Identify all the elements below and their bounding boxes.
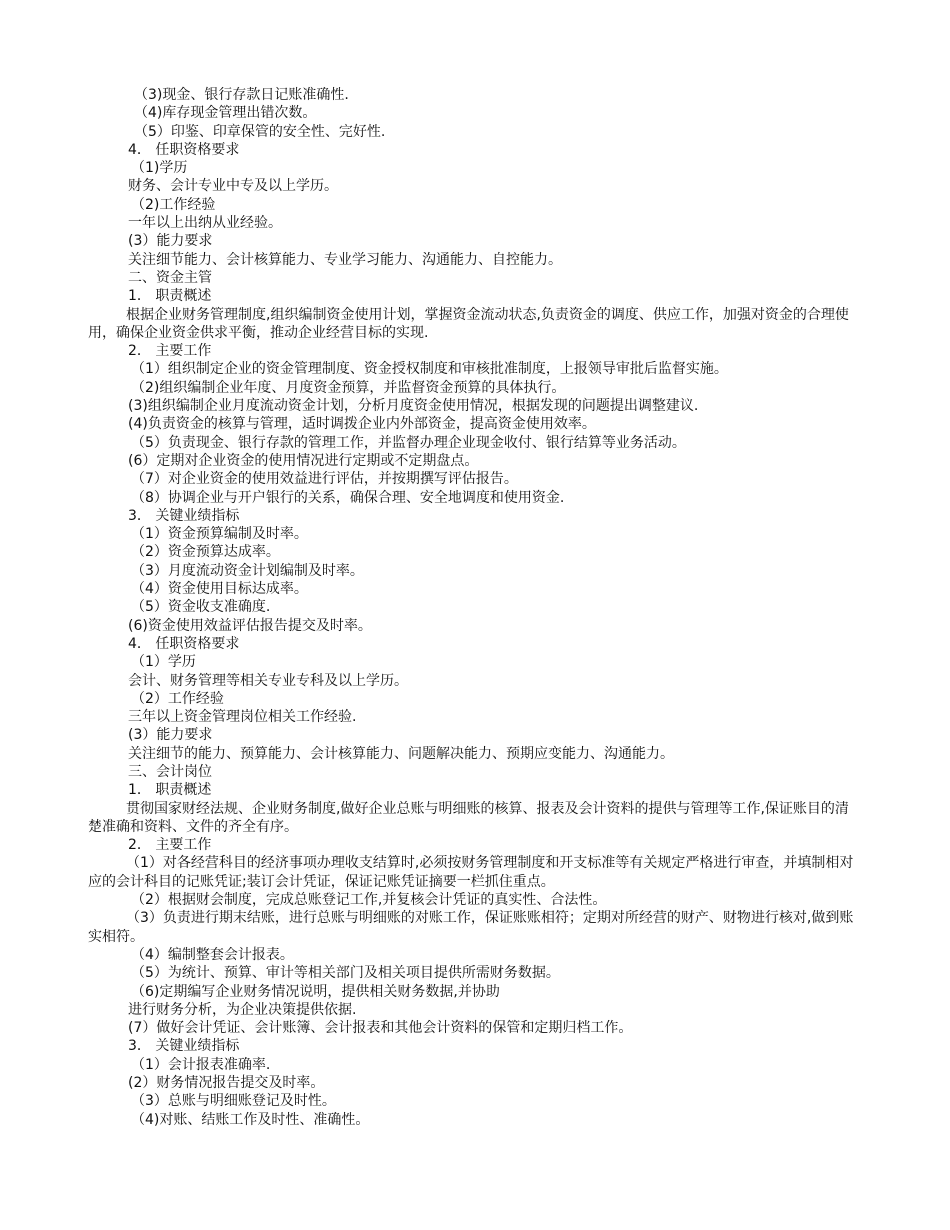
text-line: （7）对企业资金的使用效益进行评估，并按期撰写评估报告。 [131,471,518,488]
text-line: (4)负责资金的核算与管理，适时调拨企业内外部资金，提高资金使用效率。 [128,416,596,433]
text-line: （4)库存现金管理出错次数。 [134,105,317,122]
paragraph: （1）对各经营科目的经济事项办理收支结算时,必须按财务管理制度和开支标准等有关规定严格进行审查，并填制相对应的会计科目的记账凭证;装订会计凭证，保证记账凭证摘要一栏抓住重点。 [88,855,854,890]
text-line: （8）协调企业与开户银行的关系，确保合理、安全地调度和使用资金. [131,489,565,506]
text-line: （4）资金使用目标达成率。 [131,581,308,598]
text-line: 一年以上出纳从业经验。 [128,215,282,232]
text-line: 2． 主要工作 [128,343,212,360]
text-line: （5）为统计、预算、审计等相关部门及相关项目提供所需财务数据。 [131,965,560,982]
text-line: (3）能力要求 [128,727,213,744]
text-line: (3)组织编制企业月度流动资金计划，分析月度资金使用情况，根据发现的问题提出调整建议. [128,398,699,415]
text-line: 三、会计岗位 [128,763,212,780]
text-line: （2）根据财会制度，完成总账登记工作,并复核会计凭证的真实性、合法性。 [131,892,607,909]
text-line: （5）负责现金、银行存款的管理工作，并监督办理企业现金收付、银行结算等业务活动。 [131,434,686,451]
text-line: （4）编制整套会计报表。 [131,946,294,963]
text-line: 1． 职责概述 [128,288,212,305]
text-line: （1）会计报表准确率. [131,1056,271,1073]
text-line: （2)组织编制企业年度、月度资金预算，并监督资金预算的具体执行。 [131,379,566,396]
text-line: 关注细节的能力、预算能力、会计核算能力、问题解决能力、预期应变能力、沟通能力。 [128,745,674,762]
text-line: (3）能力要求 [128,233,213,250]
text-line: 3． 关键业绩指标 [128,1038,240,1055]
text-line: 4． 任职资格要求 [128,635,240,652]
text-line: 二、资金主管 [128,269,212,286]
text-line: （2）工作经验 [131,690,224,707]
text-line: （5）印鉴、印章保管的安全性、完好性. [134,123,386,140]
text-line: (2）财务情况报告提交及时率。 [128,1075,325,1092]
text-line: （3)现金、银行存款日记账准确性. [134,87,349,103]
text-line: （5）资金收支准确度. [131,599,271,616]
text-line: 4． 任职资格要求 [128,141,240,158]
text-line: （1)学历 [131,160,188,177]
text-line: 三年以上资金管理岗位相关工作经验. [128,709,357,726]
paragraph: 贯彻国家财经法规、企业财务制度,做好企业总账与明细账的核算、报表及会计资料的提供与管理等工作,保证账目的清楚准确和资料、文件的齐全有序。 [88,800,849,835]
text-line: （1）资金预算编制及时率。 [131,526,308,543]
text-line: （1）学历 [131,654,196,671]
document-body [0,86,950,1129]
text-line: (7）做好会计凭证、会计账簿、会计报表和其他会计资料的保管和定期归档工作。 [128,1020,633,1037]
text-line: （3）总账与明细账登记及时性。 [131,1093,336,1110]
paragraph: （3）负责进行期末结账，进行总账与明细账的对账工作，保证账账相符；定期对所经营的财产、财物进行核对,做到账实相符。 [88,910,854,945]
text-line: 关注细节能力、会计核算能力、专业学习能力、沟通能力、自控能力。 [128,251,562,268]
text-line: 会计、财务管理等相关专业专科及以上学历。 [128,672,408,689]
text-line: （3）月度流动资金计划编制及时率。 [131,562,364,579]
text-line: （2)工作经验 [131,196,216,213]
text-line: （1）组织制定企业的资金管理制度、资金授权制度和审核批准制度，上报领导审批后监督实施。 [131,361,728,378]
text-line: (6)资金使用效益评估报告提交及时率。 [128,617,372,634]
text-line: 进行财务分析，为企业决策提供依据. [128,1001,357,1018]
text-line: 3． 关键业绩指标 [128,507,240,524]
paragraph: 根据企业财务管理制度,组织编制资金使用计划，掌握资金流动状态,负责资金的调度、供应工作，加强对资金的合理使用，确保企业资金供求平衡，推动企业经营目标的实现. [88,306,849,341]
text-line: （2）资金预算达成率。 [131,544,280,561]
text-line: 2． 主要工作 [128,837,212,854]
text-line: (6）定期对企业资金的使用情况进行定期或不定期盘点。 [128,452,479,469]
text-line: （6)定期编写企业财务情况说明，提供相关财务数据,并协助 [131,983,500,1000]
text-line: 财务、会计专业中专及以上学历。 [128,178,338,195]
text-line: 1． 职责概述 [128,782,212,799]
text-line: （4)对账、结账工作及时性、准确性。 [131,1111,370,1128]
